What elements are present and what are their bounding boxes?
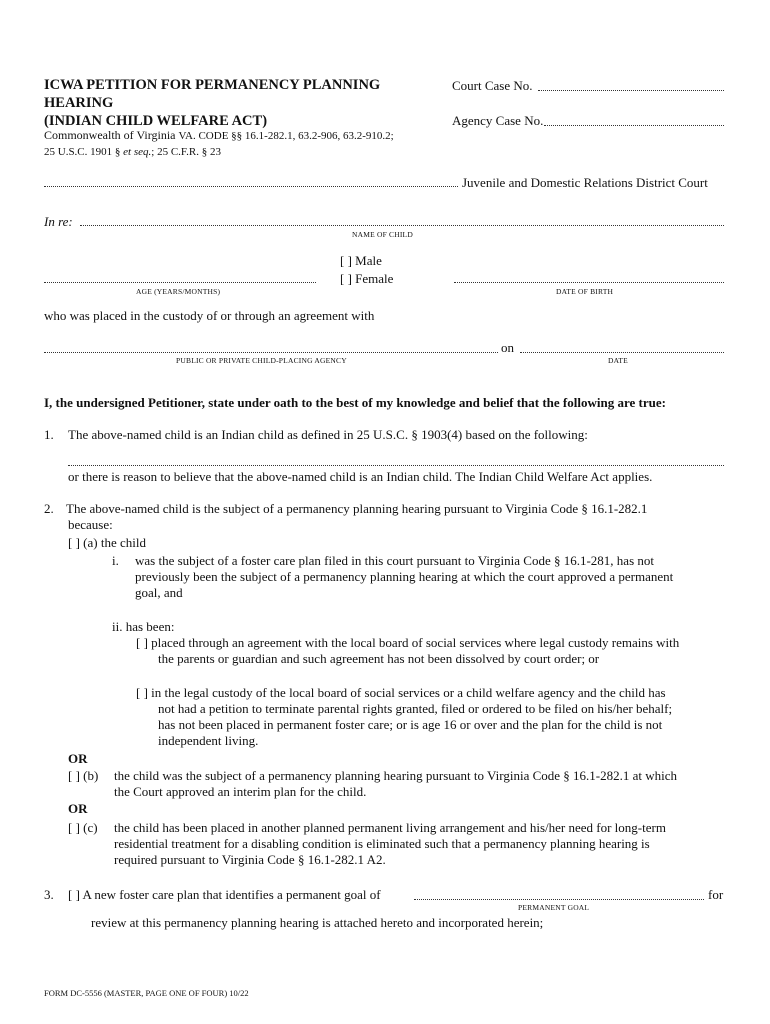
court-case-field[interactable] [538, 90, 724, 91]
text-line: goal, and [135, 585, 183, 600]
code-references [44, 128, 394, 160]
text-line: has not been placed in permanent foster care; or is age 16 or over and the plan for the child is not [158, 717, 663, 732]
title-line: ICWA PETITION FOR PERMANENCY PLANNING [44, 77, 381, 93]
child-name-field[interactable] [80, 225, 724, 226]
item-2-number: 2. [44, 501, 54, 516]
dob-caption: DATE OF BIRTH [556, 287, 614, 296]
placed-text: who was placed in the custody of or through an agreement with [44, 308, 375, 323]
text-line: not had a petition to terminate parental rights granted, filed or ordered to be filed on his/her behalf; [158, 701, 673, 716]
or-separator: OR [68, 801, 88, 816]
commonwealth-label: Commonwealth of Virginia [44, 128, 176, 142]
text-line: required pursuant to Virginia Code § 16.1-282.1 A2. [114, 852, 386, 867]
sub-i-number: i. [112, 553, 119, 568]
item-1-basis-field[interactable] [68, 465, 724, 466]
title-line: HEARING [44, 95, 114, 111]
court-name-field[interactable] [44, 186, 458, 187]
text-line: previously been the subject of a permanency planning hearing at which the court approved a permanent [135, 569, 674, 584]
sex-options[interactable] [340, 252, 393, 288]
text-line: was the subject of a foster care plan filed in this court pursuant to Virginia Code § 16.1-281, has not [135, 553, 654, 568]
court-case-label: Court Case No. [452, 78, 533, 93]
form-title [44, 76, 380, 130]
text-line: the parents or guardian and such agreement has not been dissolved by court order; or [158, 651, 600, 666]
text-line: [ ] placed through an agreement with the local board of social services where legal custody remains with [136, 635, 680, 650]
item-1-text: The above-named child is an Indian child as defined in 25 U.S.C. § 1903(4) based on the following: [68, 427, 588, 442]
item-2-text: because: [68, 517, 113, 532]
option-b-checkbox[interactable]: [ ] (b) [68, 768, 99, 783]
agency-case-label: Agency Case No. [452, 113, 544, 128]
name-of-child-caption: NAME OF CHILD [352, 230, 413, 239]
option-c-checkbox[interactable]: [ ] (c) [68, 820, 98, 835]
sub-ii-label: ii. has been: [112, 619, 175, 634]
male-option[interactable]: [ ] Male [340, 253, 382, 268]
item-3-number: 3. [44, 887, 54, 902]
item-1-or-text: or there is reason to believe that the above-named child is an Indian child. The Indian Child Welfare Act applies. [68, 469, 653, 484]
item-2-text: The above-named child is the subject of a permanency planning hearing pursuant to Virginia Code § 16.1-282.1 [66, 501, 648, 516]
option-b-text [114, 768, 677, 800]
text-line: residential treatment for a disabling condition is eliminated such that a permanency planning hearing is [114, 836, 650, 851]
age-caption: AGE (YEARS/MONTHS) [136, 287, 221, 296]
text-line: the child was the subject of a permanency planning hearing pursuant to Virginia Code § 16.1-282.1 at which [114, 768, 678, 783]
text-line: independent living. [158, 733, 259, 748]
code-refs-usc: 25 U.S.C. 1901 § [44, 146, 124, 158]
agency-case-field[interactable] [544, 125, 724, 126]
or-separator: OR [68, 751, 88, 766]
title-line: (INDIAN CHILD WELFARE ACT) [44, 113, 268, 129]
oath-statement: I, the undersigned Petitioner, state under oath to the best of my knowledge and belief that the following are true: [44, 395, 666, 410]
in-re-label: In re: [44, 214, 73, 229]
agency-field[interactable] [44, 352, 498, 353]
text-line: the Court approved an interim plan for the child. [114, 784, 367, 799]
text-line: [ ] in the legal custody of the local board of social services or a child welfare agency and the child has [136, 685, 666, 700]
item-3-text: review at this permanency planning hearing is attached hereto and incorporated herein; [91, 915, 544, 930]
sub-i-text [135, 553, 673, 601]
date-caption: DATE [608, 356, 628, 365]
on-label: on [501, 340, 514, 355]
sub-ii-option-1[interactable] [136, 635, 679, 667]
option-a-checkbox[interactable]: [ ] (a) the child [68, 535, 146, 550]
code-refs: VA. CODE §§ 16.1-282.1, 63.2-906, 63.2-910.2; [178, 130, 394, 142]
placement-date-field[interactable] [520, 352, 724, 353]
agency-caption: PUBLIC OR PRIVATE CHILD-PLACING AGENCY [176, 356, 347, 365]
female-option[interactable]: [ ] Female [340, 271, 394, 286]
et-seq: et seq. [123, 146, 152, 158]
permanent-goal-caption: PERMANENT GOAL [518, 903, 590, 912]
form-footer: FORM DC-5556 (MASTER, PAGE ONE OF FOUR) 10/22 [44, 988, 249, 998]
code-refs-cfr: ; 25 C.F.R. § 23 [151, 146, 221, 158]
age-field[interactable] [44, 282, 316, 283]
for-label: for [708, 887, 724, 902]
dob-field[interactable] [454, 282, 724, 283]
item-1-number: 1. [44, 427, 54, 442]
sub-ii-option-2[interactable] [136, 685, 672, 749]
text-line: the child has been placed in another planned permanent living arrangement and his/her need for long-term [114, 820, 666, 835]
permanent-goal-field[interactable] [414, 899, 704, 900]
option-c-text [114, 820, 666, 868]
court-label: Juvenile and Domestic Relations District Court [462, 175, 708, 190]
item-3-checkbox[interactable]: [ ] A new foster care plan that identifies a permanent goal of [68, 887, 381, 902]
